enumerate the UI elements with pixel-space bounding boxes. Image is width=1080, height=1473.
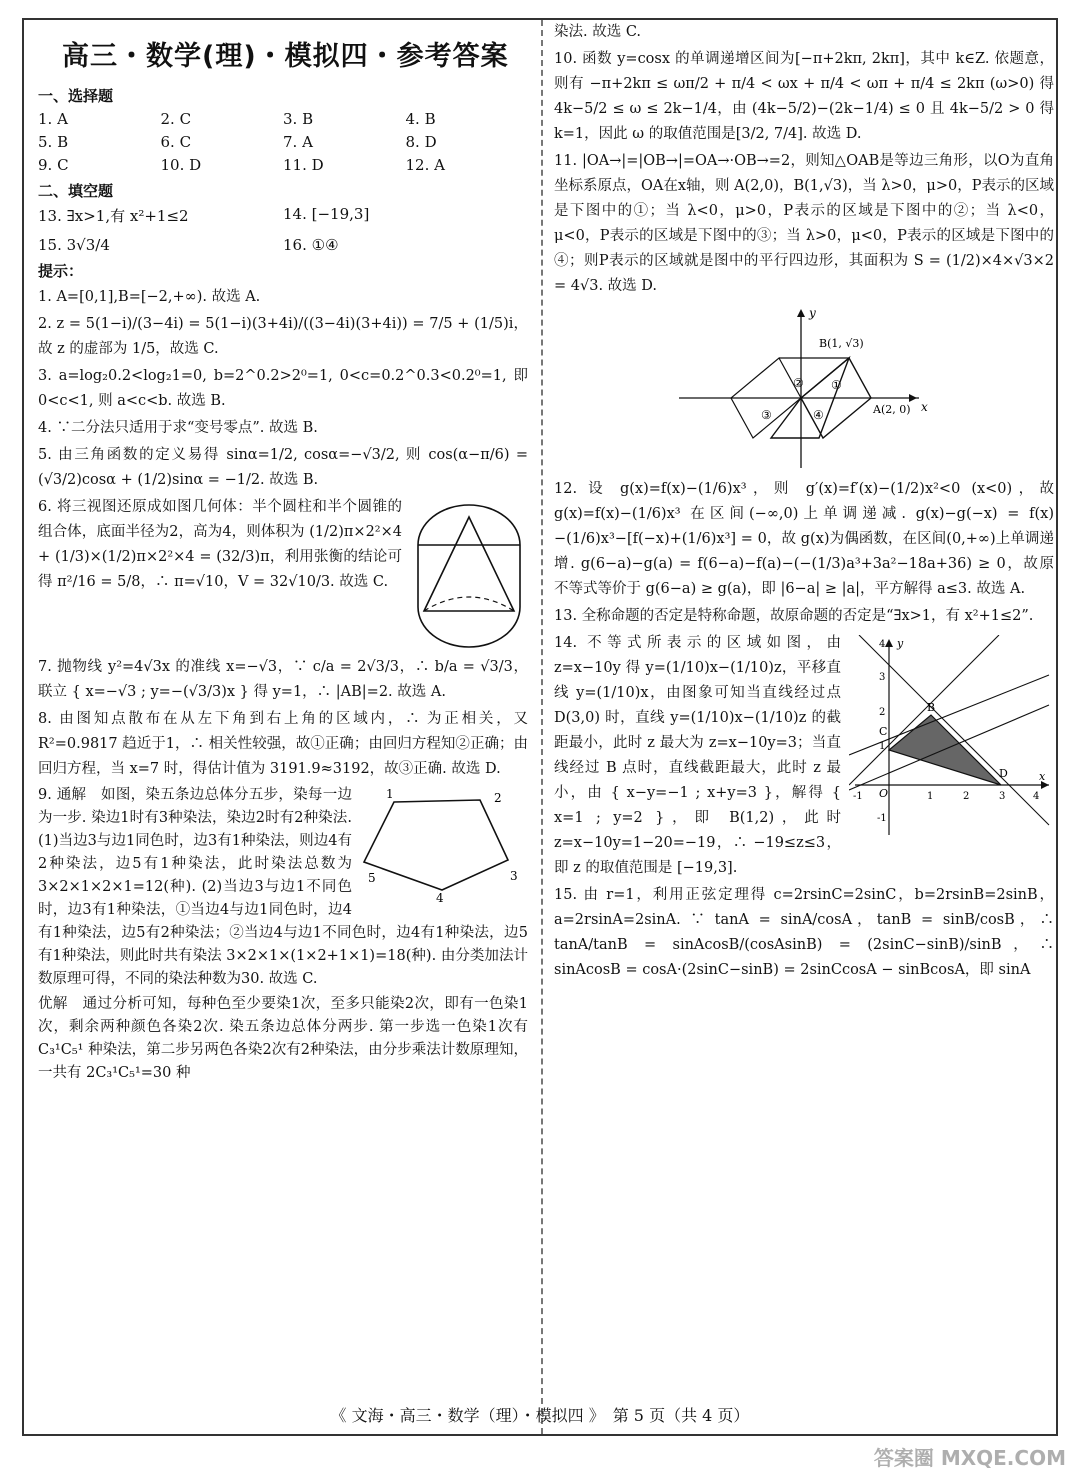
tick-label: 2 <box>879 707 886 718</box>
choice-answer: 6. C <box>160 133 192 151</box>
hint-paragraph: 优解 通过分析可知，每种色至少要染1次，至多只能染2次，即有一色染1次，剩余两种颜色各染2次. 染五条边总体分两步. 第一步选一色染1次有 C₃¹C₅¹ 种染法，第二步另两色各染2次有2种染法，由分步乘法计数原理知，一共有 2C₃¹C₅¹=30 种 <box>38 996 528 1081</box>
hint-paragraph: 染法. 故选 C. <box>554 24 642 40</box>
axis-label-y: y <box>897 637 904 650</box>
point-label-B: B <box>927 701 936 714</box>
hint-paragraph: 9. 通解 如图，染五条边总体分五步，染每一边为一步. 染边1时有3种染法，染边2时有2种染法. (1)当边3与边1同色时，边3有1种染法，则边4有2种染法，边5有1种染法，此时染法总数为 3×2×1×2×1=12(种). (2)当边3与边1不同色时，边3有1种染法，①当边4与边1同色时，边4有1种染法，边5有2种染法；②当边4与边1不同色时，边4有1种染法，边5有1种染法，则此时共有染法 3×2×1×(1×2+1×1)=18(种). 由分类加法计数原理可得，不同的染法种数为30. 故选 C. <box>38 787 528 987</box>
tick-label: 2 <box>963 791 970 802</box>
tick-label: -1 <box>853 791 863 802</box>
choice-answer: 4. B <box>405 110 436 128</box>
q9-pentagon-figure <box>358 786 528 902</box>
page-footer: 《 文海・高三・数学（理）・模拟四 》 第 5 页（共 4 页） <box>330 1406 750 1425</box>
hint-paragraph: 11. |OA→|=|OB→|=OA→·OB→=2，则知△OAB是等边三角形，以O为直角坐标系原点，OA在x轴，则 A(2,0)，B(1,√3)，当 λ>0，μ>0，P表示的区域是下图中的①；当 λ<0，μ>0，P表示的区域是下图中的②；当 λ<0，μ<0，P表示的区域是下图中的③；当 λ>0，μ<0，P表示的区域是下图中的④；则P表示的区域就是图中的平行四边形，其面积为 S = (1/2)×4×√3×2 = 4√3. 故选 D. <box>554 153 1054 294</box>
choice-answer: 2. C <box>160 110 192 128</box>
hint-paragraph: 7. 抛物线 y²=4√3x 的准线 x=−√3，∵ c/a = 2√3/3，∴ b/a = √3/3，联立 { x=−√3 ; y=−(√3/3)x } 得 y=1，∴ |AB|=2. 故选 A. <box>38 659 528 700</box>
pentagon-edge-label: 4 <box>436 891 444 902</box>
origin-label: O <box>879 787 889 800</box>
hint-paragraph: 1. A=[0,1],B=[−2,+∞). 故选 A. <box>38 289 261 305</box>
hint-paragraph: 3. a=log₂0.2<log₂1=0, b=2^0.2>2⁰=1, 0<c=0.2^0.3<0.2⁰=1, 即 0<c<1, 则 a<c<b. 故选 B. <box>38 368 528 409</box>
pentagon-edge-label: 3 <box>510 869 518 883</box>
region-label: ① <box>831 378 842 392</box>
fill-answers <box>38 205 528 254</box>
tick-label: 4 <box>1033 791 1040 802</box>
axis-label-x: x <box>921 400 928 414</box>
watermark-logo: 答案圈 MXQE.COM <box>873 1446 1066 1470</box>
point-label-A: A(2, 0) <box>873 403 911 416</box>
pentagon-edge-label: 2 <box>494 791 502 805</box>
axis-label-x: x <box>1039 770 1046 783</box>
q11-vector-region-figure <box>669 303 939 473</box>
choice-answer: 12. A <box>405 156 445 174</box>
hint-paragraph: 4. ∵二分法只适用于求“变号零点”. 故选 B. <box>38 420 318 436</box>
q14-block <box>554 631 1054 881</box>
choice-answers <box>38 110 528 174</box>
pentagon-edge-label: 5 <box>368 871 376 885</box>
section-choice: 一、选择题 <box>38 87 114 105</box>
choice-answer: 8. D <box>405 133 437 151</box>
hint-paragraph: 13. 全称命题的否定是特称命题，故原命题的否定是“∃x>1，有 x²+1≤2”. <box>554 608 1034 624</box>
region-label: ③ <box>761 408 772 422</box>
choice-answer: 11. D <box>283 156 324 174</box>
tick-label: 1 <box>927 791 934 802</box>
hint-paragraph: 10. 函数 y=cosx 的单调递增区间为[−π+2kπ, 2kπ]，其中 k∈Z. 依题意，则有 −π+2kπ ≤ ωπ/2 + π/4 < ωx + π/4 < ωπ + π/4 ≤ 2kπ (ω>0) 得 4k−5/2 ≤ ω ≤ 2k−1/4，由 (4k−5/2)−(2k−1/4) ≤ 0 且 4k−5/2 > 0 得 k=1，因此 ω 的取值范围是[3/2, 7/4]. 故选 D. <box>554 51 1054 142</box>
hint-paragraph: 15. 由 r=1，利用正弦定理得 c=2rsinC=2sinC，b=2rsinB=2sinB，a=2rsinA=2sinA. ∵ tanA = sinA/cosA，tanB = sinB/cosB，∴ tanA/tanB = sinAcosB/(cosAsinB) = (2sinC−sinB)/sinB，∴ sinAcosB = cosA·(2sinC−sinB) = 2sinCcosA − sinBcosA，即 sinA <box>554 887 1054 978</box>
section-fill: 二、填空题 <box>38 182 114 200</box>
region-label: ② <box>793 376 804 390</box>
section-hint: 提示： <box>38 262 84 280</box>
choice-answer: 10. D <box>160 156 202 174</box>
tick-label: 3 <box>879 672 886 683</box>
right-column <box>554 20 1054 985</box>
pentagon-edge-label: 1 <box>386 787 394 801</box>
fill-answer: 15. 3√3/4 <box>38 236 110 254</box>
q14-feasible-region-figure <box>849 635 1054 840</box>
q6-block <box>38 495 528 655</box>
tick-label: 1 <box>879 741 886 752</box>
hint-paragraph: 14. 不等式所表示的区域如图，由 z=x−10y 得 y=(1/10)x−(1/10)z，平移直线 y=(1/10)x，由图象可知当直线经过点 D(3,0) 时，直线 y=(1/10)x−(1/10)z 的截距最小，此时 z 最大为 z=x−10y=3；当直线经过 B 点时，直线截距最大，此时 z 最小，由 { x−y=−1 ; x+y=3 }，解得 { x=1 ; y=2 }，即 B(1,2)，此时 z=x−10y=1−20=−19，∴ −19≤z≤3，即 z 的取值范围是 [−19,3]. <box>554 635 841 876</box>
point-label-C: C <box>879 725 888 738</box>
choice-answer: 5. B <box>38 133 69 151</box>
q9-block <box>38 784 528 991</box>
axis-label-y: y <box>809 306 816 320</box>
point-label-B: B(1, √3) <box>819 337 864 350</box>
hint-paragraph: 8. 由图知点散布在从左下角到右上角的区域内，∴ 为正相关，又 R²=0.9817 趋近于1，∴ 相关性较强，故①正确；由回归方程知②正确；由回归方程，当 x=7 时，得估计值为 3191.9≈3192，故③正确. 故选 D. <box>38 711 528 777</box>
choice-answer: 7. A <box>283 133 313 151</box>
point-label-D: D <box>999 767 1008 780</box>
choice-answer: 9. C <box>38 156 69 174</box>
hint-paragraph: 12. 设 g(x)=f(x)−(1/6)x³，则 g′(x)=f′(x)−(1/2)x²<0 (x<0)，故 g(x)=f(x)−(1/6)x³ 在区间(−∞,0)上单调递减. g(x)−g(−x) = f(x)−(1/6)x³−[f(−x)+(1/6)x³] = 0，故 g(x)为偶函数，在区间(0,+∞)上单调递增. g(6−a)−g(a) = f(6−a)−f(a)−(−(1/3)a³+3a²−18a+36) ≥ 0，故原不等式等价于 g(6−a) ≥ g(a)，即 |6−a| ≥ |a|，平方解得 a≤3. 故选 A. <box>554 481 1054 597</box>
q6-solid-figure <box>410 495 528 655</box>
tick-label: 3 <box>999 791 1006 802</box>
choice-answer: 3. B <box>283 110 314 128</box>
fill-answer: 13. ∃x>1,有 x²+1≤2 <box>38 207 189 225</box>
column-divider <box>541 20 543 1434</box>
answer-sheet-page <box>22 18 1058 1436</box>
hint-paragraph: 2. z = 5(1−i)/(3−4i) = 5(1−i)(3+4i)/((3−4i)(3+4i)) = 7/5 + (1/5)i，故 z 的虚部为 1/5，故选 C. <box>38 316 528 357</box>
page-title: 高三・数学(理)・模拟四・参考答案 <box>62 41 509 72</box>
fill-answer: 16. ①④ <box>283 236 339 254</box>
tick-label: 4 <box>879 639 886 650</box>
hint-paragraph: 6. 将三视图还原成如图几何体：半个圆柱和半个圆锥的组合体，底面半径为2，高为4，则体积为 (1/2)π×2²×4 + (1/3)×(1/2)π×2²×4 = (32/3)π，利用张衡的结论可得 π²/16 = 5/8，∴ π=√10，V = 32√10/3. 故选 C. <box>38 499 402 590</box>
region-label: ④ <box>813 408 824 422</box>
left-column <box>38 20 528 1087</box>
tick-label: -1 <box>877 813 887 824</box>
choice-answer: 1. A <box>38 110 68 128</box>
hint-paragraph: 5. 由三角函数的定义易得 sinα=1/2, cosα=−√3/2, 则 cos(α−π/6) = (√3/2)cosα + (1/2)sinα = −1/2. 故选 B. <box>38 447 528 488</box>
fill-answer: 14. [−19,3] <box>283 205 370 223</box>
